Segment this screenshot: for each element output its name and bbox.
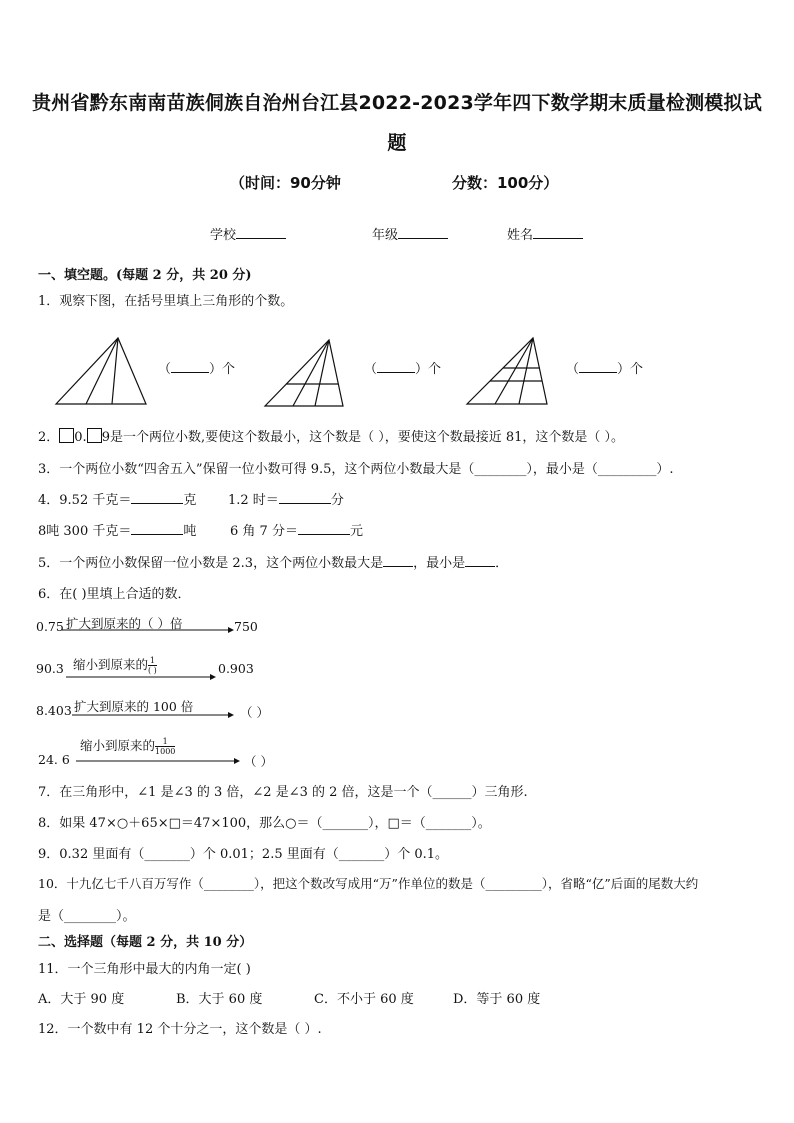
triangle-figure-1 — [56, 336, 148, 406]
fraction: $\frac{1}{( )}$ — [148, 656, 157, 675]
question-4-line1b: 1.2 时＝ 分 — [228, 493, 344, 508]
name-label: 姓名 — [507, 228, 534, 243]
q6-row1-label: 扩大到原来的（ ）倍 — [66, 616, 183, 631]
q1-answer-3[interactable]: （ ）个 — [566, 362, 644, 377]
q4-blank[interactable] — [298, 522, 350, 535]
q4-blank[interactable] — [279, 491, 331, 504]
arrow-icon — [66, 673, 216, 681]
grade-label: 年级 — [372, 228, 399, 243]
question-12: 12．一个数中有 12 个十分之一，这个数是（ ）. — [38, 1022, 322, 1037]
q6-row2-label: 缩小到原来的 $\frac{1}{( )}$ — [73, 656, 157, 675]
question-8: 8．如果 47×○＋65×□＝47×100，那么○＝（_______），□＝（_______）。 — [38, 816, 491, 831]
q5-blank[interactable] — [465, 554, 495, 567]
arrow-icon — [62, 626, 234, 634]
q6-row2-left: 90.3 — [36, 661, 64, 676]
name-blank[interactable] — [533, 226, 583, 239]
question-5: 5．一个两位小数保留一位小数是 2.3，这个两位小数最大是 ，最小是 ． — [38, 556, 509, 571]
option-a[interactable]: A．大于 90 度 — [38, 992, 125, 1007]
section2-heading: 二、选择题（每题 2 分，共 10 分） — [38, 935, 253, 950]
q6-row3-label: 扩大到原来的 100 倍 — [74, 699, 194, 714]
digit-box[interactable] — [59, 428, 74, 443]
question-3: 3．一个两位小数“四舍五入”保留一位小数可得 9.5，这个两位小数最大是（________），最小是（_________）. — [38, 462, 674, 477]
q4-blank[interactable] — [131, 522, 183, 535]
school-label: 学校 — [210, 228, 237, 243]
exam-score: 分数：100分） — [452, 174, 559, 192]
triangle-figure-2 — [265, 338, 345, 408]
q6-row1-right: 750 — [234, 619, 258, 634]
question-1: 1．观察下图，在括号里填上三角形的个数。 — [38, 294, 294, 309]
q4-blank[interactable] — [131, 491, 183, 504]
grade-field[interactable] — [372, 224, 448, 243]
q6-row3-right[interactable]: （ ） — [240, 705, 269, 720]
q6-row4-label: 缩小到原来的 $\frac{1}{1000}$ — [80, 737, 176, 756]
question-6: 6．在( )里填上合适的数． — [38, 587, 191, 602]
q6-row2-right: 0.903 — [218, 661, 254, 676]
q5-blank[interactable] — [383, 554, 413, 567]
school-field[interactable] — [210, 224, 286, 243]
name-field[interactable] — [507, 224, 583, 243]
page-title-continued: 题 — [387, 132, 407, 154]
q6-row1-left: 0.75 — [36, 619, 64, 634]
option-b[interactable]: B．大于 60 度 — [176, 992, 263, 1007]
q1-answer-1[interactable]: （ ）个 — [158, 362, 236, 377]
question-10: 10．十九亿七千八百万写作（________），把这个数改写成用“万”作单位的数是（_________），省略“亿”后面的尾数大约 — [38, 876, 699, 891]
exam-time: （时间：90分钟 — [230, 174, 341, 192]
question-2: 2． 0. 9是一个两位小数,要使这个数最小，这个数是（ ），要使这个数最接近 81，这个数是（ ）。 — [38, 430, 625, 445]
question-4-line2: 8吨 300 千克＝ 吨 — [38, 524, 197, 539]
q1-answer-2[interactable]: （ ）个 — [364, 362, 442, 377]
q6-row4-right[interactable]: （ ） — [244, 754, 273, 769]
q6-row3-left: 8.403 — [36, 703, 72, 718]
arrow-icon — [72, 711, 234, 719]
q6-row4-left: 24. 6 — [38, 752, 70, 767]
question-11: 11．一个三角形中最大的内角一定( ) — [38, 962, 251, 977]
question-7: 7．在三角形中，∠1 是∠3 的 3 倍，∠2 是∠3 的 2 倍，这是一个（______）三角形. — [38, 785, 528, 800]
option-c[interactable]: C．不小于 60 度 — [314, 992, 414, 1007]
page-title: 贵州省黔东南南苗族侗族自治州台江县2022-2023学年四下数学期末质量检测模拟试 — [32, 92, 762, 114]
section1-heading: 一、填空题。(每题 2 分，共 20 分) — [38, 268, 252, 283]
school-blank[interactable] — [236, 226, 286, 239]
question-9: 9．0.32 里面有（_______）个 0.01；2.5 里面有（_______）个 0.1。 — [38, 847, 449, 862]
digit-box[interactable] — [87, 428, 102, 443]
grade-blank[interactable] — [398, 226, 448, 239]
arrow-icon — [76, 757, 240, 765]
fraction: $\frac{1}{1000}$ — [155, 737, 176, 756]
option-d[interactable]: D．等于 60 度 — [453, 992, 541, 1007]
question-4-line1: 4．9.52 千克＝ 克 — [38, 493, 197, 508]
triangle-figure-3 — [467, 336, 549, 406]
question-10-continued: 是（________）。 — [38, 909, 136, 924]
question-4-line2b: 6 角 7 分＝ 元 — [230, 524, 363, 539]
